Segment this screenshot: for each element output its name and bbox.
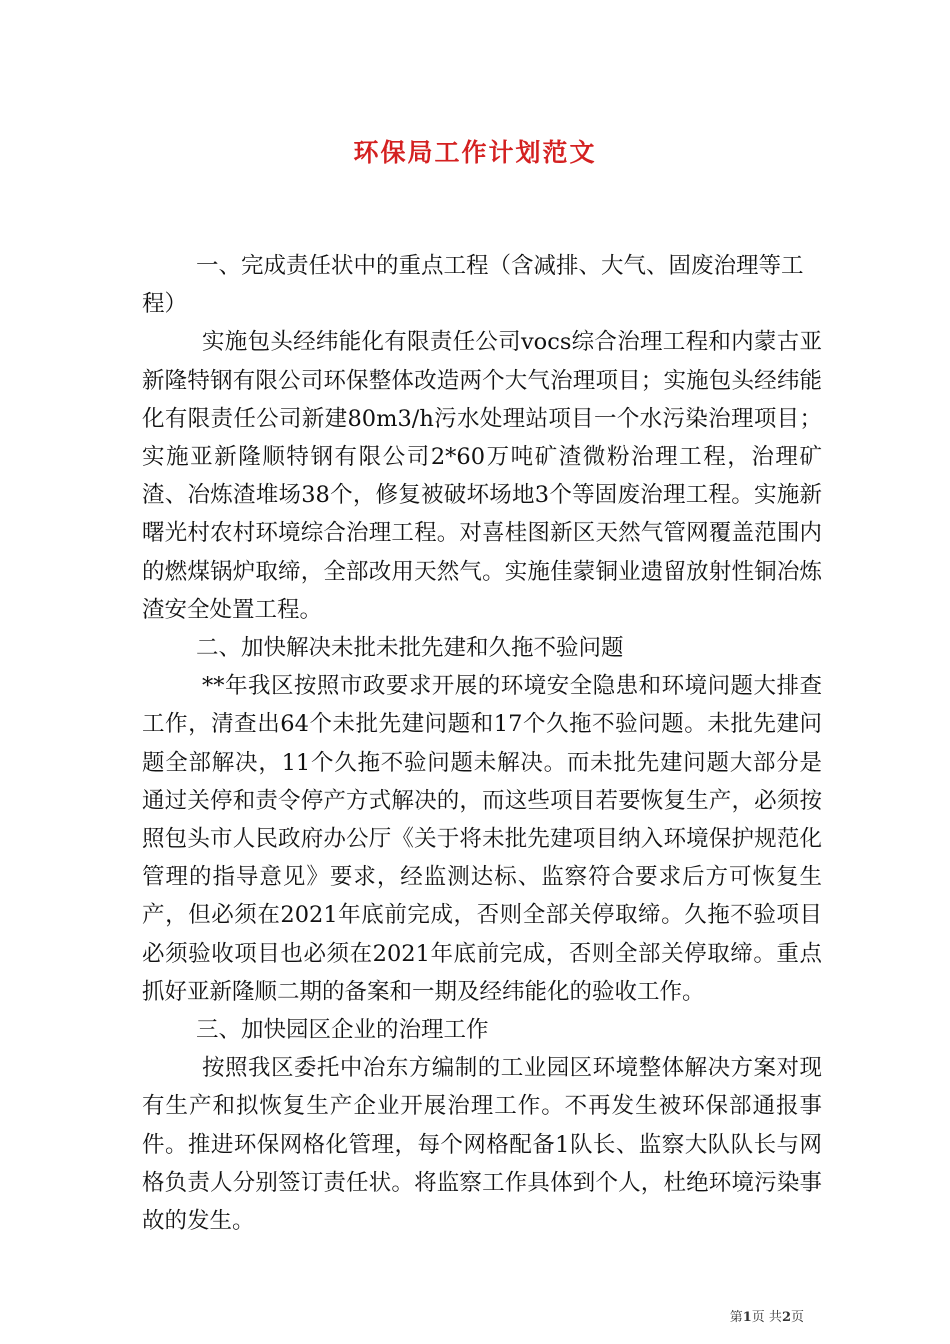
section-body-1: 实施包头经纬能化有限责任公司vocs综合治理工程和内蒙古亚新隆特钢有限公司环保整体改造两个大气治理项目；实施包头经纬能化有限责任公司新建80m3/h污水处理站项目一个水污染治理项目；实施亚新隆顺特钢有限公司2*60万吨矿渣微粉治理工程，治理矿渣、冶炼渣堆场38个，修复被破坏场地3个等固废治理工程。实施新曙光村农村环境综合治理工程。对喜桂图新区天然气管网覆盖范围内的燃煤锅炉取缔，全部改用天然气。实施佳蒙铜业遗留放射性铜冶炼渣安全处置工程。 (142, 329, 822, 623)
footer-suffix: 页 (790, 1310, 804, 1325)
section-heading-3: 三、加快园区企业的治理工作 (196, 1017, 489, 1044)
footer-total-pages: 2 (781, 1310, 791, 1325)
footer-middle: 页 共 (751, 1310, 782, 1325)
section-heading-1: 一、完成责任状中的重点工程（含减排、大气、固废治理等工程） (142, 253, 804, 318)
section-heading-2: 二、加快解决未批未批先建和久拖不验问题 (196, 635, 624, 662)
section-body-3: 按照我区委托中冶东方编制的工业园区环境整体解决方案对现有生产和拟恢复生产企业开展治理工作。不再发生被环保部通报事件。推进环保网格化管理，每个网格配备1队长、监察大队队长与网格负责人分别签订责任状。将监察工作具体到个人，杜绝环境污染事故的发生。 (142, 1055, 822, 1235)
section-body-2: **年我区按照市政要求开展的环境安全隐患和环境问题大排查工作，清查出64个未批先建问题和17个久拖不验问题。未批先建问题全部解决，11个久拖不验问题未解决。而未批先建问题大部分是通过关停和责令停产方式解决的，而这些项目若要恢复生产，必须按照包头市人民政府办公厅《关于将未批先建项目纳入环境保护规范化管理的指导意见》要求，经监测达标、监察符合要求后方可恢复生产，但必须在2021年底前完成，否则全部关停取缔。久拖不验项目必须验收项目也必须在2021年底前完成，否则全部关停取缔。重点抓好亚新隆顺二期的备案和一期及经纬能化的验收工作。 (142, 673, 822, 1005)
page-number-footer (730, 1306, 804, 1325)
document-body (142, 247, 822, 1240)
footer-prefix: 第 (729, 1310, 743, 1325)
footer-current-page: 1 (742, 1310, 752, 1325)
document-title: 环保局工作计划范文 (353, 138, 597, 167)
